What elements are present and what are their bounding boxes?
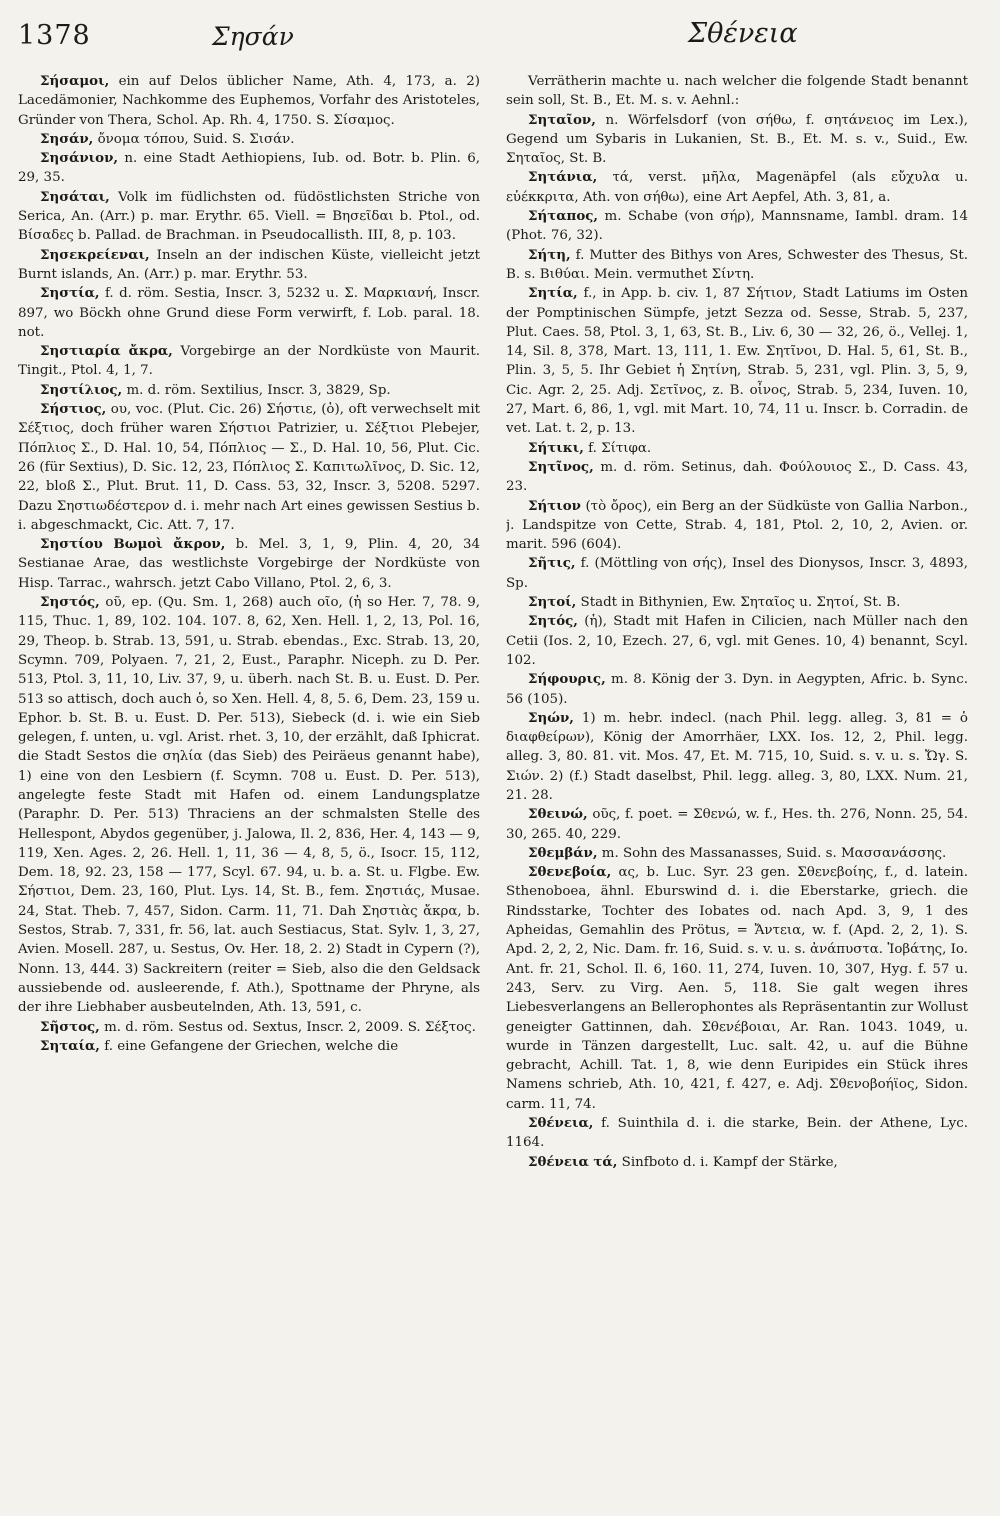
dictionary-entry [506,111,968,169]
entry-headword: Σηταία, [40,1037,100,1054]
dictionary-entry [506,284,968,438]
entry-definition: Inseln an der indischen Küste, vielleicht jetzt Burnt islands, An. (Arr.) p. mar. Erythr. 53. [18,247,480,282]
entry-headword: Σηστία, [40,285,100,302]
entry-definition: m. d. röm. Sestus od. Sextus, Inscr. 2, 2009. S. Σέξτος. [99,1019,476,1035]
dictionary-entry [18,1018,480,1037]
dictionary-entry [506,1153,968,1172]
entry-definition: f. (Möttling von σής), Insel des Dionysos, Inscr. 3, 4893, Sp. [506,556,968,591]
dictionary-entry [506,72,968,111]
dictionary-entry [506,1114,968,1153]
entry-definition: (ἡ), Stadt mit Hafen in Cilicien, nach Müller nach den Cetii (Ios. 2, 10, Ezech. 27, 6, vgl. mit Genes. 10, 4) benannt, Scyl. 102. [506,614,968,668]
entry-definition: m. Sohn des Massanasses, Suid. s. Μασσανάσσης. [597,845,947,861]
dictionary-entry [506,612,968,670]
left-catchword: Σησάν [212,22,294,51]
dictionary-entry [18,400,480,535]
entry-headword: Σησάν, [40,130,94,147]
entry-headword: Σησάνιον, [40,150,119,167]
entry-definition: n. Wörfelsdorf (von σήθω, f. σητάνειος im Lex.), Gegend um Sybaris in Lukanien, St. B., Et. M. s. v., Suid., Ew. Σηταῖος, St. B. [506,112,968,167]
entry-definition: ein auf Delos üblicher Name, Ath. 4, 173, a. 2) Lacedämonier, Nachkomme des Euphemos, Vorfahr des Aristoteles, Gründer von Thera, Schol. Ap. Rh. 4, 1750. S. Σίσαμος. [18,74,480,128]
entry-headword: Σητῖνος, [528,458,594,475]
entry-definition: 1) m. hebr. indecl. (nach Phil. legg. alleg. 3, 81 = ὁ διαφθείρων), König der Amorrhäer, LXX. Ios. 12, 2, Phil. legg. alleg. 3, 80. 81. vit. Mos. 47, Et. M. 715, 10, Suid. s. v. u. s. Ὤγ. S. Σιών. 2) (f.) Stadt daselbst, Phil. legg. alleg. 3, 80, LXX. Num. 21, 21. 28. [506,710,968,803]
dictionary-entry [18,246,480,285]
entry-definition: Sinfboto d. i. Kampf der Stärke, [617,1154,838,1170]
left-column [18,72,480,1504]
entry-definition: m. Schabe (von σήρ), Mannsname, Iambl. dram. 14 (Phot. 76, 32). [506,209,968,244]
dictionary-entry [506,709,968,805]
entry-headword: Σθενεβοία, [528,864,612,881]
entry-definition: τά, verst. μῆλα, Magenäpfel (als εὔχυλα u. εὐέκκριτα, Ath. von σήθω), eine Art Aepfel, Ath. 3, 81, a. [506,170,968,205]
entry-headword: Σηών, [528,709,574,726]
entry-definition: Volk im füdlichsten od. füdöstlichsten Striche von Serica, An. (Arr.) p. mar. Erythr. 65. Viell. = Βησεῖδαι b. Ptol., od. Βίσαδες b. Pallad. de Brachman. in Pseudocallisth. III, 8, p. 103. [18,189,480,244]
dictionary-entry [506,458,968,497]
entry-headword: Σθεινώ, [528,806,588,823]
entry-definition: m. d. röm. Sextilius, Inscr. 3, 3829, Sp. [122,382,391,398]
entry-headword: Σθεμβάν, [528,844,598,861]
page-number: 1378 [18,20,91,51]
entry-definition: n. eine Stadt Aethiopiens, Iub. od. Botr. b. Plin. 6, 29, 35. [18,151,480,186]
entry-headword: Σήταπος, [528,208,599,225]
dictionary-entry [506,168,968,207]
entry-definition: m. 8. König der 3. Dyn. in Aegypten, Afric. b. Sync. 56 (105). [506,672,968,707]
right-catchword: Σθένεια [688,18,798,49]
dictionary-entry [18,284,480,342]
entry-definition: Vorgebirge an der Nordküste von Maurit. Tingit., Ptol. 4, 1, 7. [18,344,480,379]
entry-headword: Σήτιον [528,497,581,514]
dictionary-entry [506,207,968,246]
dictionary-entry [18,535,480,593]
dictionary-entry [506,593,968,612]
dictionary-entry [18,1037,480,1056]
right-column [506,72,968,1504]
dictionary-entry [506,670,968,709]
entry-definition: ου, voc. (Plut. Cic. 26) Σήστιε, (ὁ), oft verwechselt mit Σέξτιος, doch früher waren Σήστιοι Patrizier, u. Σέξτιοι Plebejer, Πόπλιος Σ., D. Hal. 10, 54, Πόπλιος — Σ., D. Hal. 10, 56, Plut. Cic. 26 (für Sextius), D. Sic. 12, 23, Πόπλιος Σ. Καπιτωλῖνος, D. Sic. 12, 22, bloß Σ., Plut. Brut. 11, D. Cass. 53, 32, Inscr. 3, 5208. 5297. Dazu Σηστιωδέστερον d. i. mehr nach Art eines gewissen Sestius b. i. abgeschmackt, Cic. Att. 7, 17. [18,402,480,533]
dictionary-entry [506,554,968,593]
entry-definition: ας, b. Luc. Syr. 23 gen. Σθενεβοίης, f., d. latein. Sthenoboea, ähnl. Eburswind d. i. die Eberstarke, griech. die Rindsstarke, Tochter des Iobates od. nach Apd. 3, 9, 1 des Apheidas, Gemahlin des Prötus, = Ἄντεια, w. f. (Apd. 2, 2, 1). S. Apd. 2, 2, 2, Nic. Dam. fr. 16, Suid. s. v. u. s. ἀνάπυστα. Ἰοβάτης, Io. Ant. fr. 21, Schol. Il. 6, 160. 11, 274, Iuven. 10, 307, Hyg. f. 57 u. 243, Serv. zu Virg. Aen. 5, 118. Sie galt wegen ihres Liebesverlangens an Bellerophontes als Repräsentantin zur Wollust geneigter Gattinnen, dah. Σθενέβοιαι, Ar. Ran. 1043. 1049, u. wurde in Tänzen dargestellt, Luc. salt. 42, u. auf die Bühne gebracht, Achill. Tat. 1, 8, wie denn Euripides ein Stück ihres Namens schrieb, Ath. 10, 421, f. 427, e. Adj. Σθενοβοήϊος, Sidon. carm. 11, 74. [506,865,968,1112]
entry-headword: Σήτικι, [528,439,584,456]
entry-headword: Σητάνια, [528,169,598,186]
entry-definition: f. d. röm. Sestia, Inscr. 3, 5232 u. Σ. Μαρκιανή, Inscr. 897, wo Böckh ohne Grund diese Form verwirft, f. Lob. paral. 18. not. [18,286,480,340]
entry-definition: f., in App. b. civ. 1, 87 Σήτιον, Stadt Latiums im Osten der Pomptinischen Sümpfe, jetzt Sezza od. Sesse, Strab. 5, 237, Plut. Caes. 58, Ptol. 3, 1, 63, St. B., Liv. 6, 30 — 32, 26, ö., Vellej. 1, 14, Sil. 8, 378, Mart. 13, 111, 1. Ew. Σητῖνοι, D. Hal. 5, 61, St. B., Plin. 3, 5, 5. Ihr Gebiet ἡ Σητίνη, Strab. 5, 231, vgl. Plin. 3, 5, 9, Cic. Agr. 2, 25. Adj. Σετῖνος, z. B. οἶνος, Strab. 5, 234, Iuven. 10, 27, Mart. 6, 86, 1, vgl. mit Mart. 10, 74, 11 u. Inscr. b. Corradin. de vet. Lat. t. 2, p. 13. [506,286,968,437]
entry-definition: Verrätherin machte u. nach welcher die folgende Stadt benannt sein soll, St. B., Et. M. s. v. Aehnl.: [506,74,968,109]
entry-headword: Σητία, [528,285,578,302]
entry-definition: f. Suinthila d. i. die starke, Bein. der Athene, Lyc. 1164. [506,1116,968,1151]
entry-headword: Σηστίλιος, [40,381,123,398]
dictionary-entry [18,593,480,1018]
entry-definition: f. Σίτιφα. [583,440,652,456]
entry-headword: Σητοί, [528,594,577,611]
page-header [0,14,1000,64]
dictionary-entry [506,439,968,458]
entry-headword: Σηστός, [40,594,100,611]
entry-definition: οῦς, f. poet. = Σθενώ, w. f., Hes. th. 276, Nonn. 25, 54. 30, 265. 40, 229. [506,807,968,842]
entry-definition: f. eine Gefangene der Griechen, welche die [99,1038,399,1054]
entry-headword: Σηστίου Βωμοὶ ἄκρον, [40,536,226,553]
entry-headword: Σησάται, [40,188,110,205]
entry-headword: Σῆστος, [40,1018,100,1035]
entry-headword: Σηταῖον, [528,111,596,128]
entry-headword: Σηστιαρία ἄκρα, [40,343,173,360]
entry-headword: Σῆτις, [528,555,576,572]
dictionary-entry [506,805,968,844]
dictionary-entry [18,72,480,130]
entry-headword: Σήφουρις, [528,671,606,688]
dictionary-entry [18,381,480,400]
entry-definition: m. d. röm. Setinus, dah. Φούλουιος Σ., D. Cass. 43, 23. [506,459,968,495]
dictionary-entry [506,246,968,285]
entry-headword: Σησεκρείεναι, [40,246,150,263]
dictionary-entry [18,130,480,149]
entry-definition: f. Mutter des Bithys von Ares, Schwester des Thesus, St. B. s. Βιθύαι. Mein. vermuthet Σίντη. [506,247,968,282]
entry-headword: Σήτη, [528,246,571,263]
entry-definition: (τὸ ὄρος), ein Berg an der Südküste von Gallia Narbon., j. Landspitze von Cette, Strab. 4, 181, Ptol. 2, 10, 2, Avien. or. marit. 596 (604). [506,498,968,553]
entry-definition: b. Mel. 3, 1, 9, Plin. 4, 20, 34 Sestianae Arae, das westlichste Vorgebirge der Nordküste von Hisp. Tarrac., wahrsch. jetzt Cabo Villano, Ptol. 2, 6, 3. [18,537,480,591]
dictionary-entry [18,342,480,381]
dictionary-entry [18,149,480,188]
dictionary-entry [506,497,968,555]
entry-definition: Stadt in Bithynien, Ew. Σηταῖος u. Σητοί, St. B. [576,595,901,611]
dictionary-entry [506,844,968,863]
dictionary-entry [506,863,968,1114]
entry-definition: ὄνομα τόπου, Suid. S. Σισάν. [93,131,295,147]
entry-headword: Σήστιος, [40,401,107,418]
dictionary-entry [18,188,480,246]
entry-headword: Σθένεια τά, [528,1153,618,1170]
entry-definition: οῦ, ep. (Qu. Sm. 1, 268) auch οῖο, (ἡ so Her. 7, 78. 9, 115, Thuc. 1, 89, 102. 104. 107. 8, 62, Xen. Hell. 1, 2, 13, Pol. 16, 29, Theop. b. Strab. 13, 591, u. Strab. ebendas., Exc. Strab. 13, 20, Scymn. 709, Polyaen. 7, 21, 2, Eust., Paraphr. Niceph. zu D. Per. 513, Ptol. 3, 11, 10, Liv. 37, 9, u. überh. nach St. B. u. Eust. D. Per. 513 so attisch, doch auch ὁ, so Xen. Hell. 4, 8, 5. 6, Dem. 23, 159 u. Ephor. b. St. B. u. Eust. D. Per. 513), Siebeck (d. i. wie ein Sieb gelegen, f. unten, u. vgl. Arist. rhet. 3, 10, der erzählt, daß Iphicrat. die Stadt Sestos die σηλία (das Sieb) des Peiräeus genannt habe), 1) eine von den Lesbiern (f. Scymn. 708 u. Eust. D. Per. 513), angelegte feste Stadt mit Hafen od. einem Landungsplatze (Paraphr. D. Per. 513) Thraciens an der schmalsten Stelle des Hellespont, Abydos gegenüber, j. Jalowa, Il. 2, 836, Her. 4, 143 — 9, 119, Xen. Ages. 2, 26. Hell. 1, 11, 36 — 4, 8, 5, ö., Isocr. 15, 112, Dem. 18, 92. 23, 158 — 177, Scyl. 67. 94, u. b. a. St. u. Flgbe. Ew. Σήστιοι, Dem. 23, 160, Plut. Lys. 14, St. B., fem. Σηστιάς, Musae. 24, Stat. Theb. 7, 457, Sidon. Carm. 11, 71. Dah Σηστιὰς ἄκρα, b. Sestos, Strab. 7, 331, fr. 56, lat. auch Sestiacus, Stat. Sylv. 1, 3, 27, Avien. Mosell. 287, u. Sestus, Ov. Her. 18, 2. 2) Stadt in Cypern (?), Nonn. 13, 444. 3) Sackreitern (reiter = Sieb, also die den Geldsack aussiebende od. ausleerende, f. Ath.), Spottname der Phryne, als der ihre Liebhaber ausbeutelnden, Ath. 13, 591, c. [18,595,480,1016]
entry-headword: Σητός, [528,613,578,630]
entry-headword: Σθένεια, [528,1115,594,1132]
entry-headword: Σήσαμοι, [40,73,110,89]
